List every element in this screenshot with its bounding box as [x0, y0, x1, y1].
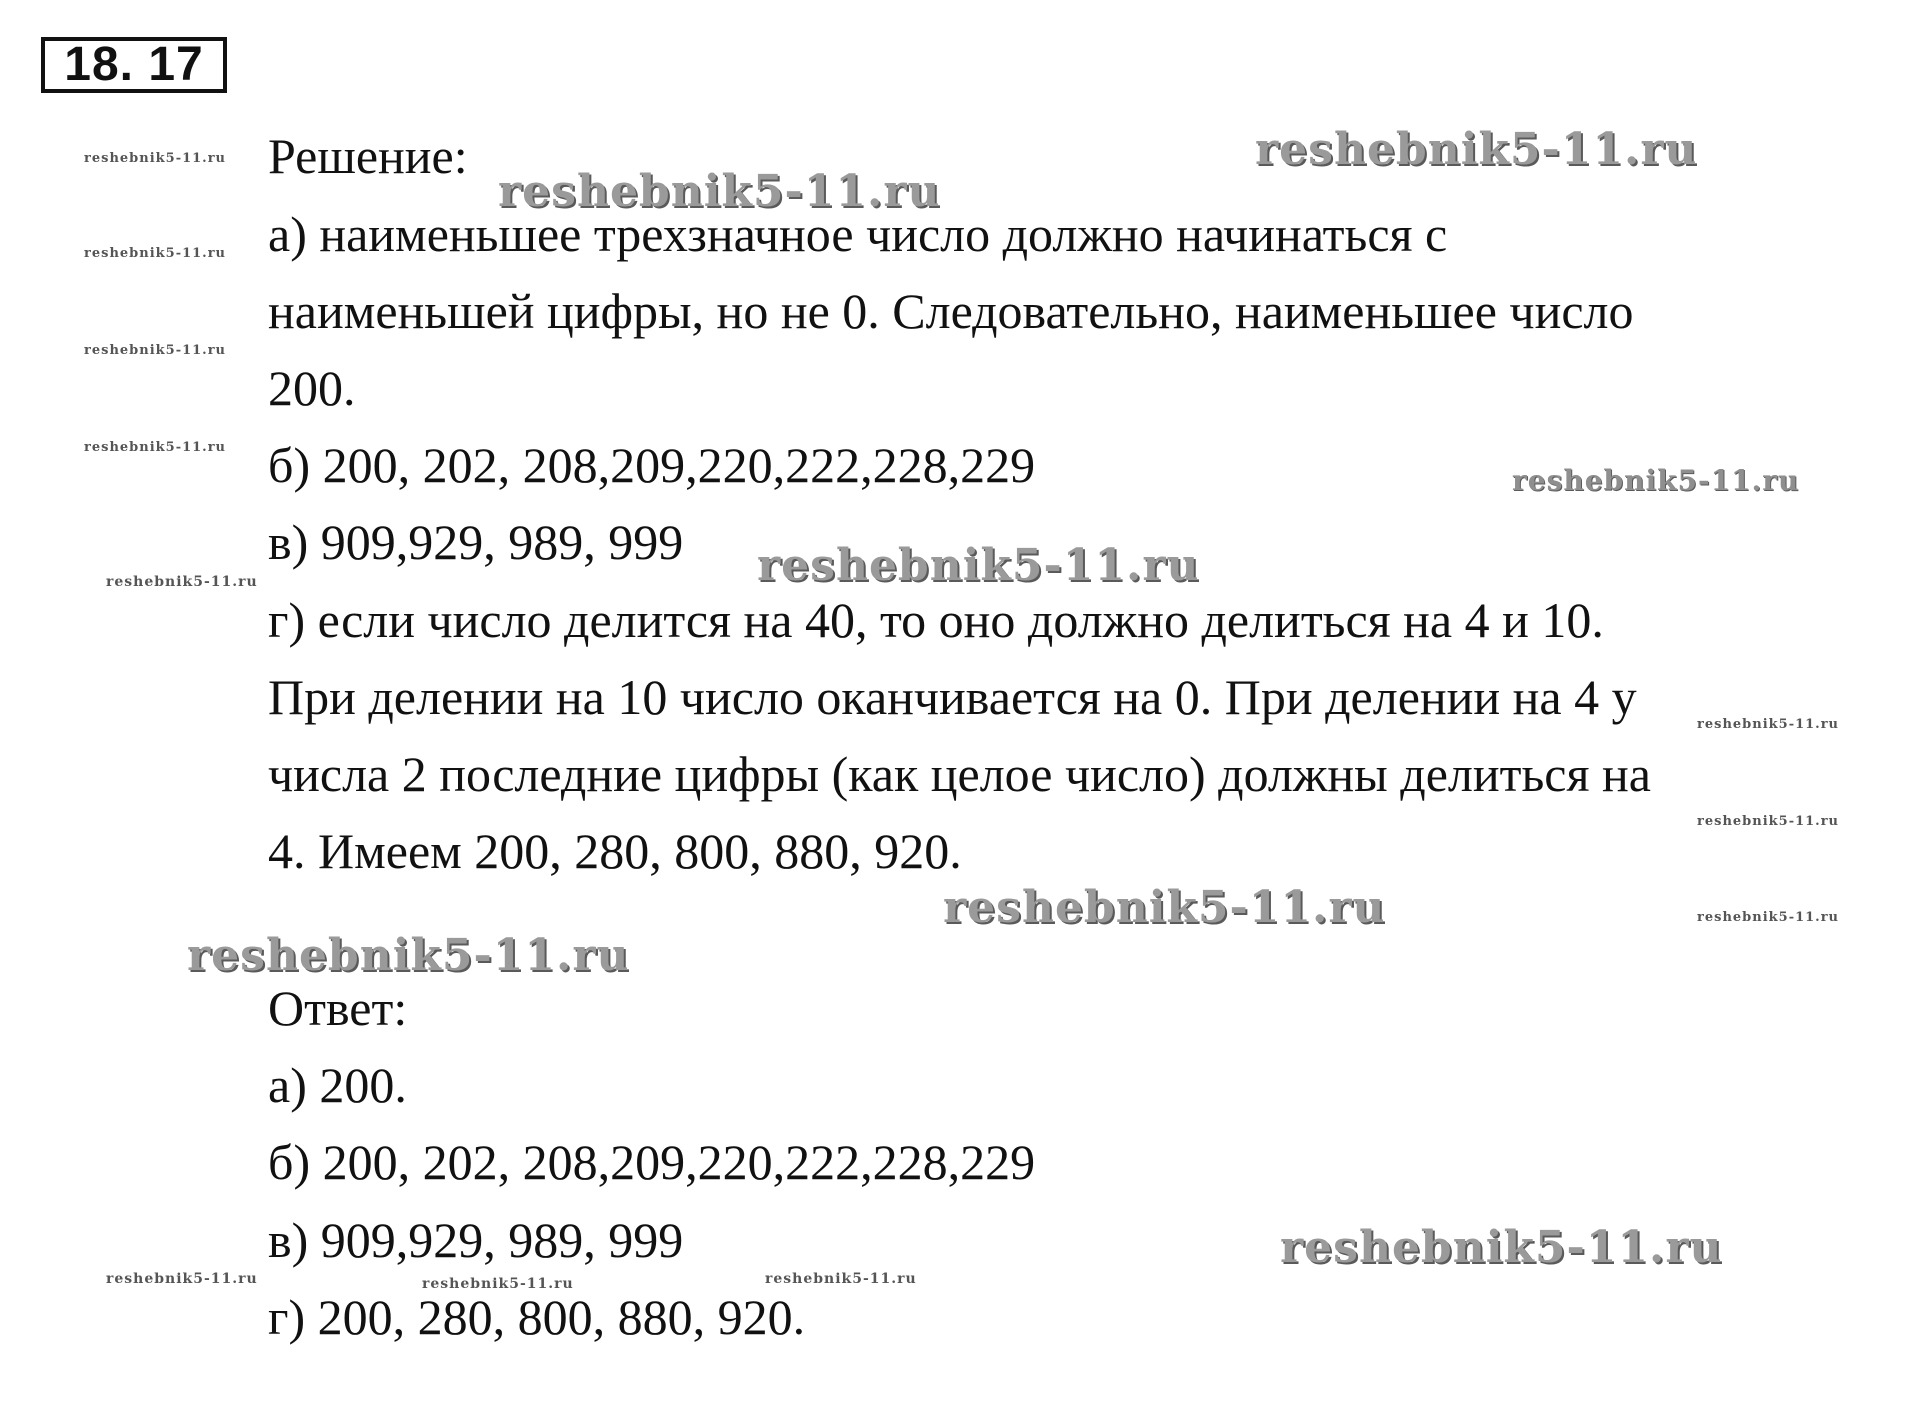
watermark: reshebnik5-11.ru — [1512, 464, 1800, 497]
watermark: reshebnik5-11.ru — [1280, 1222, 1723, 1273]
watermark: reshebnik5-11.ru — [1255, 124, 1698, 175]
solution-line: При делении на 10 число оканчивается на 0. При делении на 4 у — [268, 669, 1637, 725]
watermark-small: reshebnik5-11.ru — [1697, 910, 1840, 925]
answer-line: б) 200, 202, 208,209,220,222,228,229 — [268, 1134, 1036, 1190]
watermark-small: reshebnik5-11.ru — [1697, 814, 1840, 829]
solution-line: а) наименьшее трехзначное число должно начинаться с — [268, 206, 1448, 262]
answer-line: в) 909,929, 989, 999 — [268, 1212, 684, 1268]
watermark-small: reshebnik5-11.ru — [84, 440, 227, 455]
watermark-small: reshebnik5-11.ru — [106, 1271, 258, 1287]
answer-line: г) 200, 280, 800, 880, 920. — [268, 1289, 806, 1345]
watermark: reshebnik5-11.ru — [498, 166, 941, 217]
watermark-small: reshebnik5-11.ru — [84, 151, 227, 166]
problem-number-box: 18. 17 — [41, 37, 227, 93]
solution-line: числа 2 последние цифры (как целое число) должны делиться на — [268, 746, 1651, 802]
watermark-small: reshebnik5-11.ru — [765, 1271, 917, 1287]
answer-line: а) 200. — [268, 1057, 407, 1113]
watermark-small: reshebnik5-11.ru — [106, 574, 258, 590]
watermark-small: reshebnik5-11.ru — [84, 246, 227, 261]
solution-line: 200. — [268, 360, 356, 416]
solution-line: в) 909,929, 989, 999 — [268, 514, 684, 570]
solution-heading: Решение: — [268, 128, 468, 184]
answer-heading: Ответ: — [268, 980, 408, 1036]
solution-line: г) если число делится на 40, то оно должно делиться на 4 и 10. — [268, 592, 1604, 648]
solution-line: наименьшей цифры, но не 0. Следовательно, наименьшее число — [268, 283, 1634, 339]
solution-line: 4. Имеем 200, 280, 800, 880, 920. — [268, 823, 962, 879]
watermark: reshebnik5-11.ru — [943, 882, 1386, 933]
solution-line: б) 200, 202, 208,209,220,222,228,229 — [268, 437, 1036, 493]
watermark-small: reshebnik5-11.ru — [84, 343, 227, 358]
watermark-small: reshebnik5-11.ru — [1697, 717, 1840, 732]
watermark: reshebnik5-11.ru — [757, 540, 1200, 591]
watermark-small: reshebnik5-11.ru — [422, 1276, 574, 1292]
watermark: reshebnik5-11.ru — [187, 930, 630, 981]
